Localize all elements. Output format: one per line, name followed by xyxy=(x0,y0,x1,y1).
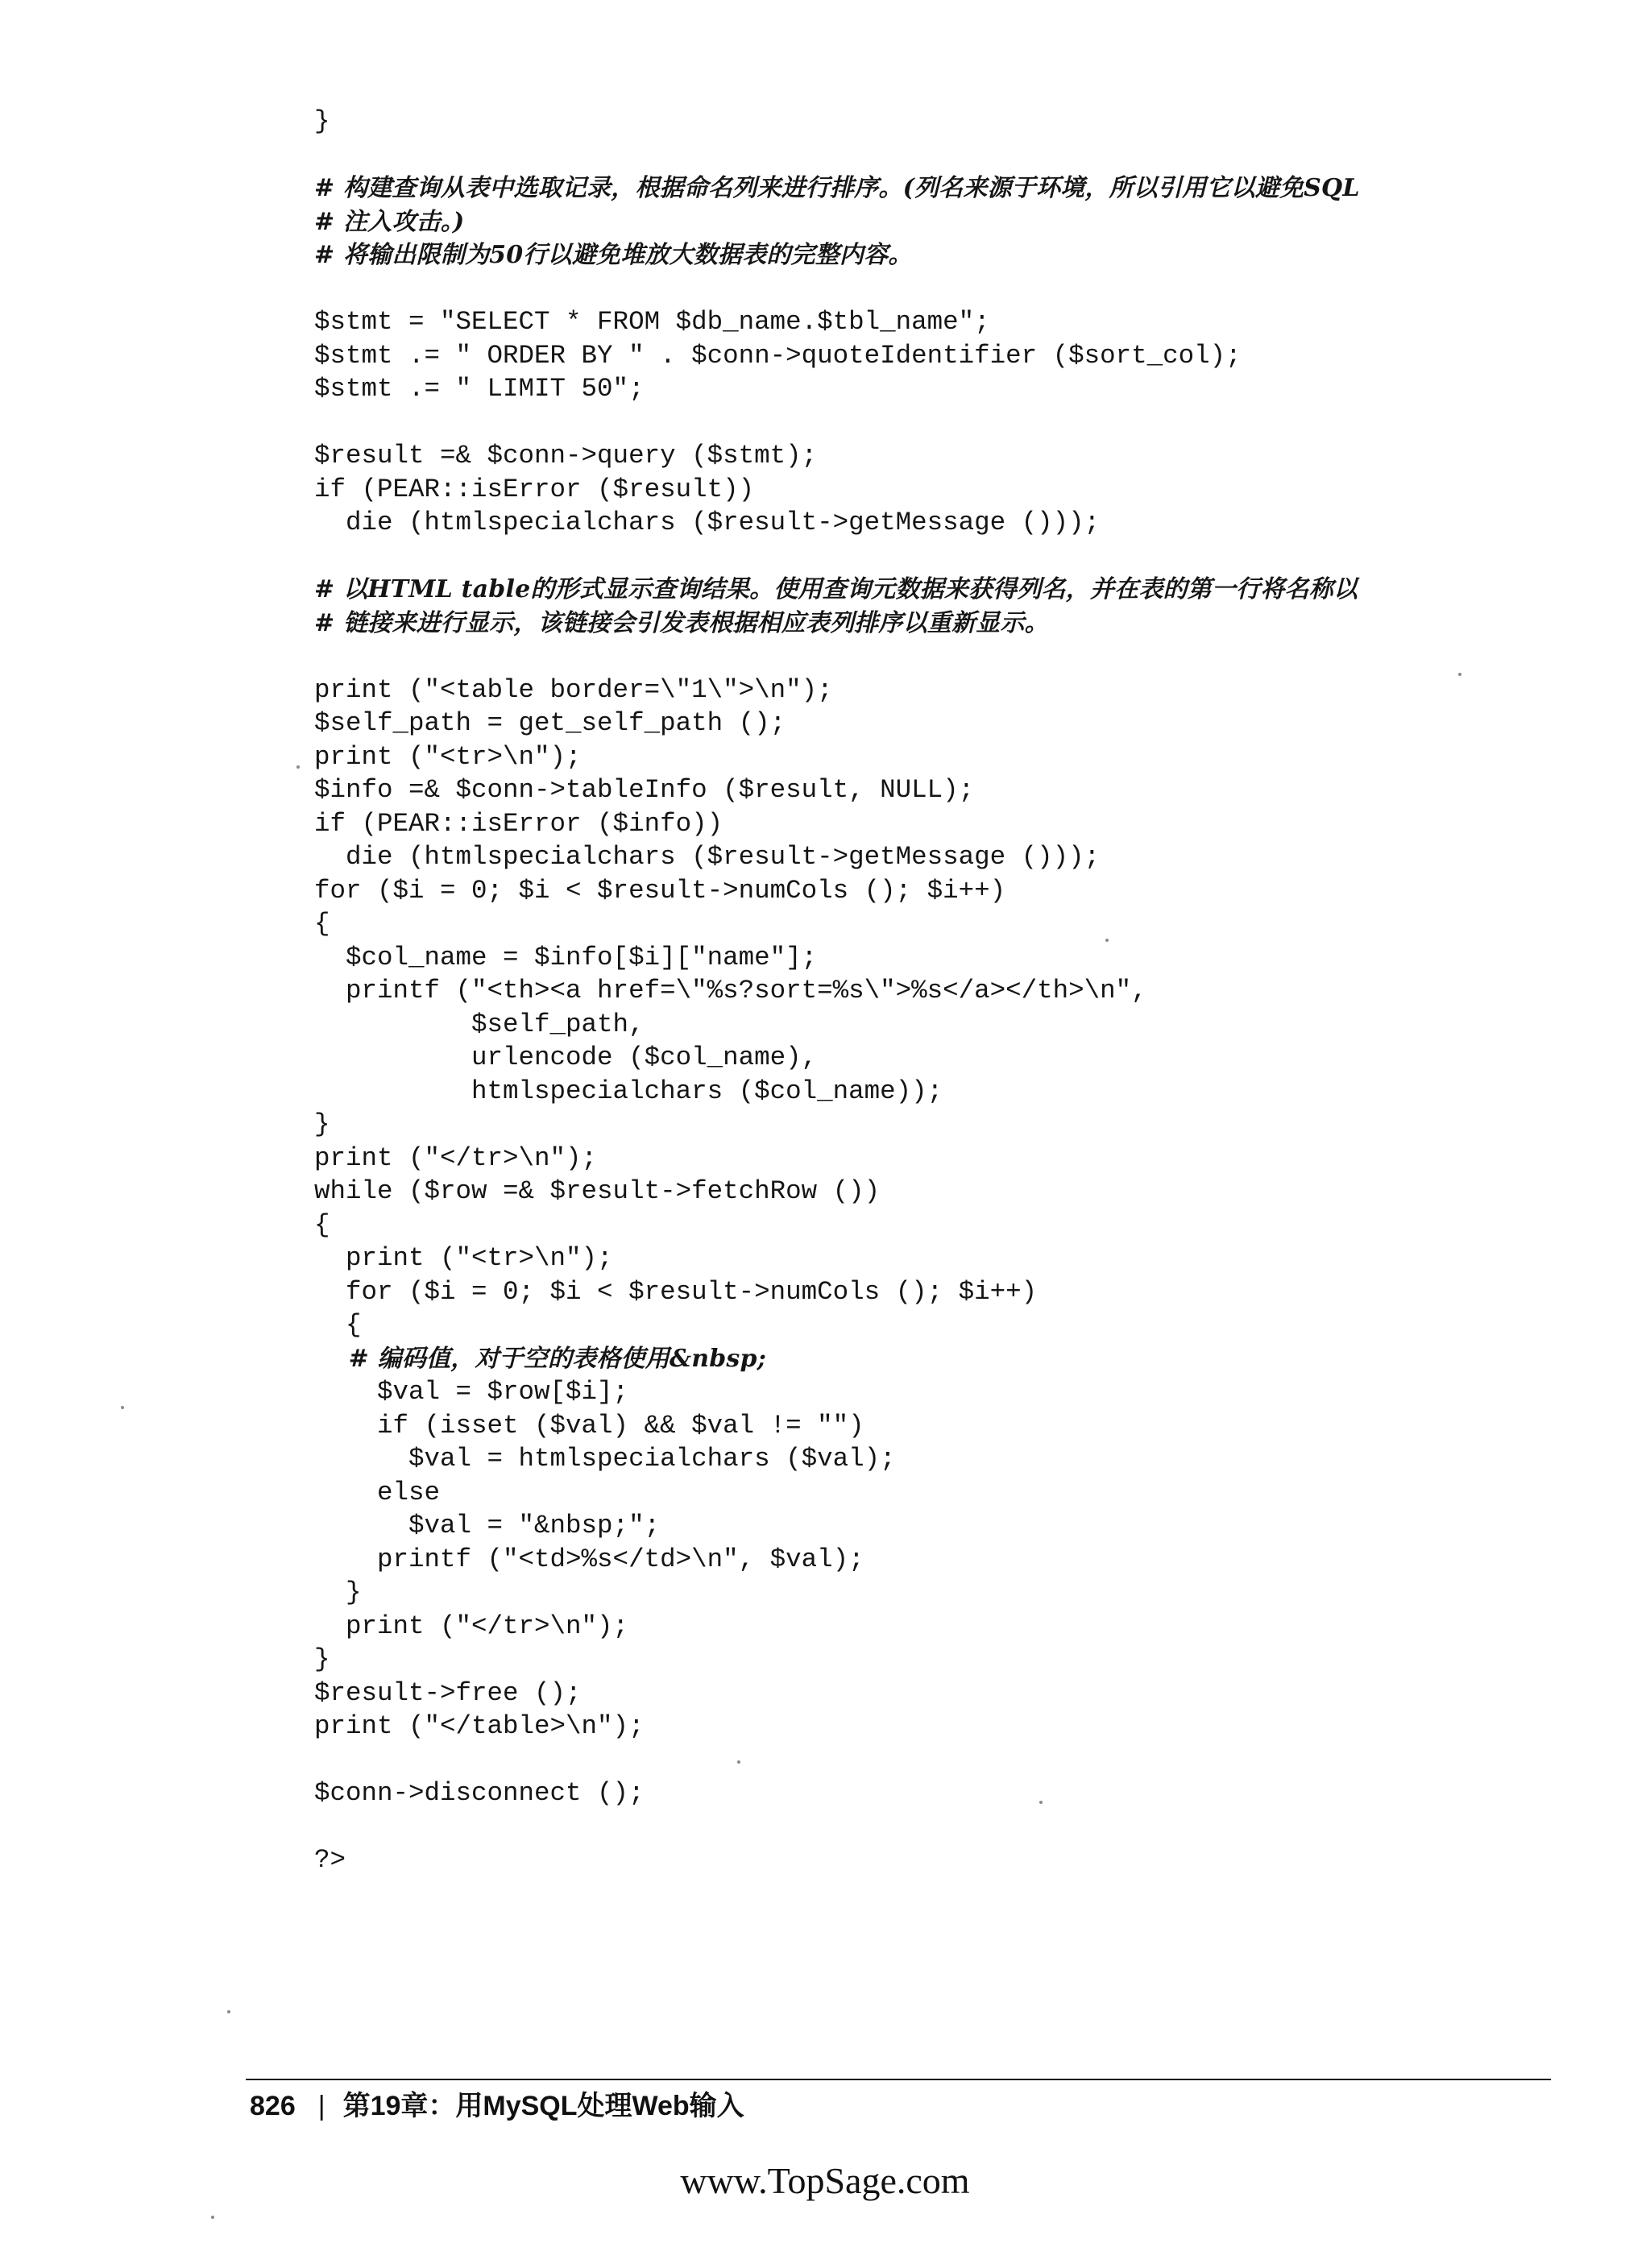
code-line: while ($row =& $result->fetchRow ()) xyxy=(314,1176,881,1206)
code-line: printf ("<th><a href=\"%s?sort=%s\">%s</a></th>\n", xyxy=(314,976,1147,1005)
scan-speck xyxy=(121,1406,124,1409)
code-line xyxy=(314,406,1571,440)
code-line: $info =& $conn->tableInfo ($result, NULL); xyxy=(314,775,975,805)
code-comment-line: # 构建查询从表中选取记录，根据命名列来进行排序。(列名来源于环境，所以引用它以避免SQL xyxy=(314,174,1360,202)
code-line: } xyxy=(314,1644,330,1674)
page-number: 826 xyxy=(250,2091,296,2121)
code-line: else xyxy=(314,1477,441,1507)
code-line: } xyxy=(314,106,330,136)
code-listing xyxy=(314,105,1571,1877)
code-line: } xyxy=(314,1109,330,1139)
code-line: $self_path, xyxy=(314,1009,645,1039)
scan-speck xyxy=(1039,1801,1043,1804)
footer-separator: | xyxy=(317,2091,325,2121)
code-line: print ("<tr>\n"); xyxy=(314,1243,613,1273)
code-line: if (PEAR::isError ($info)) xyxy=(314,808,723,839)
code-line: { xyxy=(314,1310,362,1340)
code-line xyxy=(314,540,1571,574)
scan-speck xyxy=(1458,673,1461,676)
code-line: } xyxy=(314,1578,362,1607)
code-line: { xyxy=(314,1209,330,1240)
footer-divider xyxy=(246,2079,1551,2080)
code-comment-line: # 以HTML table的形式显示查询结果。使用查询元数据来获得列名，并在表的第一行将名称以 xyxy=(314,575,1358,603)
code-line: if (PEAR::isError ($result)) xyxy=(314,474,755,504)
watermark-url: www.TopSage.com xyxy=(680,2160,970,2201)
scan-speck xyxy=(737,1760,740,1764)
code-comment-line: # 链接来进行显示，该链接会引发表根据相应表列排序以重新显示。 xyxy=(314,608,1049,637)
scan-speck xyxy=(227,2010,230,2013)
code-line: $self_path = get_self_path (); xyxy=(314,708,786,738)
code-line xyxy=(314,640,1571,674)
code-line: ?> xyxy=(314,1845,346,1875)
code-line: print ("</tr>\n"); xyxy=(314,1142,598,1173)
code-line: for ($i = 0; $i < $result->numCols (); $i++) xyxy=(314,1276,1038,1307)
code-line: htmlspecialchars ($col_name)); xyxy=(314,1076,943,1106)
code-line: $col_name = $info[$i]["name"]; xyxy=(314,942,818,972)
code-line: $result =& $conn->query ($stmt); xyxy=(314,441,818,471)
code-line: urlencode ($col_name), xyxy=(314,1043,818,1072)
chapter-title: 第19章：用MySQL处理Web输入 xyxy=(342,2091,744,2121)
code-line: $val = htmlspecialchars ($val); xyxy=(314,1444,896,1474)
code-line: $conn->disconnect (); xyxy=(314,1778,645,1808)
code-line: print ("<table border=\"1\">\n"); xyxy=(314,674,833,705)
code-line: print ("</table>\n"); xyxy=(314,1711,645,1741)
code-line: for ($i = 0; $i < $result->numCols (); $i++) xyxy=(314,875,1006,906)
code-line: $val = $row[$i]; xyxy=(314,1377,629,1407)
code-line: print ("</tr>\n"); xyxy=(314,1611,629,1641)
page-footer xyxy=(250,2088,744,2124)
code-line: print ("<tr>\n"); xyxy=(314,741,582,772)
code-line: printf ("<td>%s</td>\n", $val); xyxy=(314,1544,864,1574)
code-line xyxy=(314,1743,1571,1777)
code-line: if (isset ($val) && $val != "") xyxy=(314,1410,864,1441)
code-line: $stmt = "SELECT * FROM $db_name.$tbl_name"; xyxy=(314,307,990,337)
code-comment-line: # 将输出限制为50行以避免堆放大数据表的完整内容。 xyxy=(314,241,913,269)
code-line: die (htmlspecialchars ($result->getMessage ())); xyxy=(314,842,1101,872)
code-line: { xyxy=(314,909,330,939)
code-comment-line: # 注入攻击。) xyxy=(314,207,465,236)
code-line xyxy=(314,272,1571,306)
code-line: $result->free (); xyxy=(314,1677,582,1708)
code-comment-line: # 编码值，对于空的表格使用&nbsp; xyxy=(314,1344,766,1373)
code-line: $val = "&nbsp;"; xyxy=(314,1511,661,1540)
code-line xyxy=(314,139,1571,172)
scan-speck xyxy=(1105,939,1109,942)
code-line xyxy=(314,1810,1571,1844)
code-line: $stmt .= " LIMIT 50"; xyxy=(314,374,645,404)
scan-speck xyxy=(296,765,300,769)
code-line: die (htmlspecialchars ($result->getMessage ())); xyxy=(314,508,1101,537)
scan-speck xyxy=(211,2216,214,2219)
code-line: $stmt .= " ORDER BY " . $conn->quoteIdentifier ($sort_col); xyxy=(314,340,1242,371)
